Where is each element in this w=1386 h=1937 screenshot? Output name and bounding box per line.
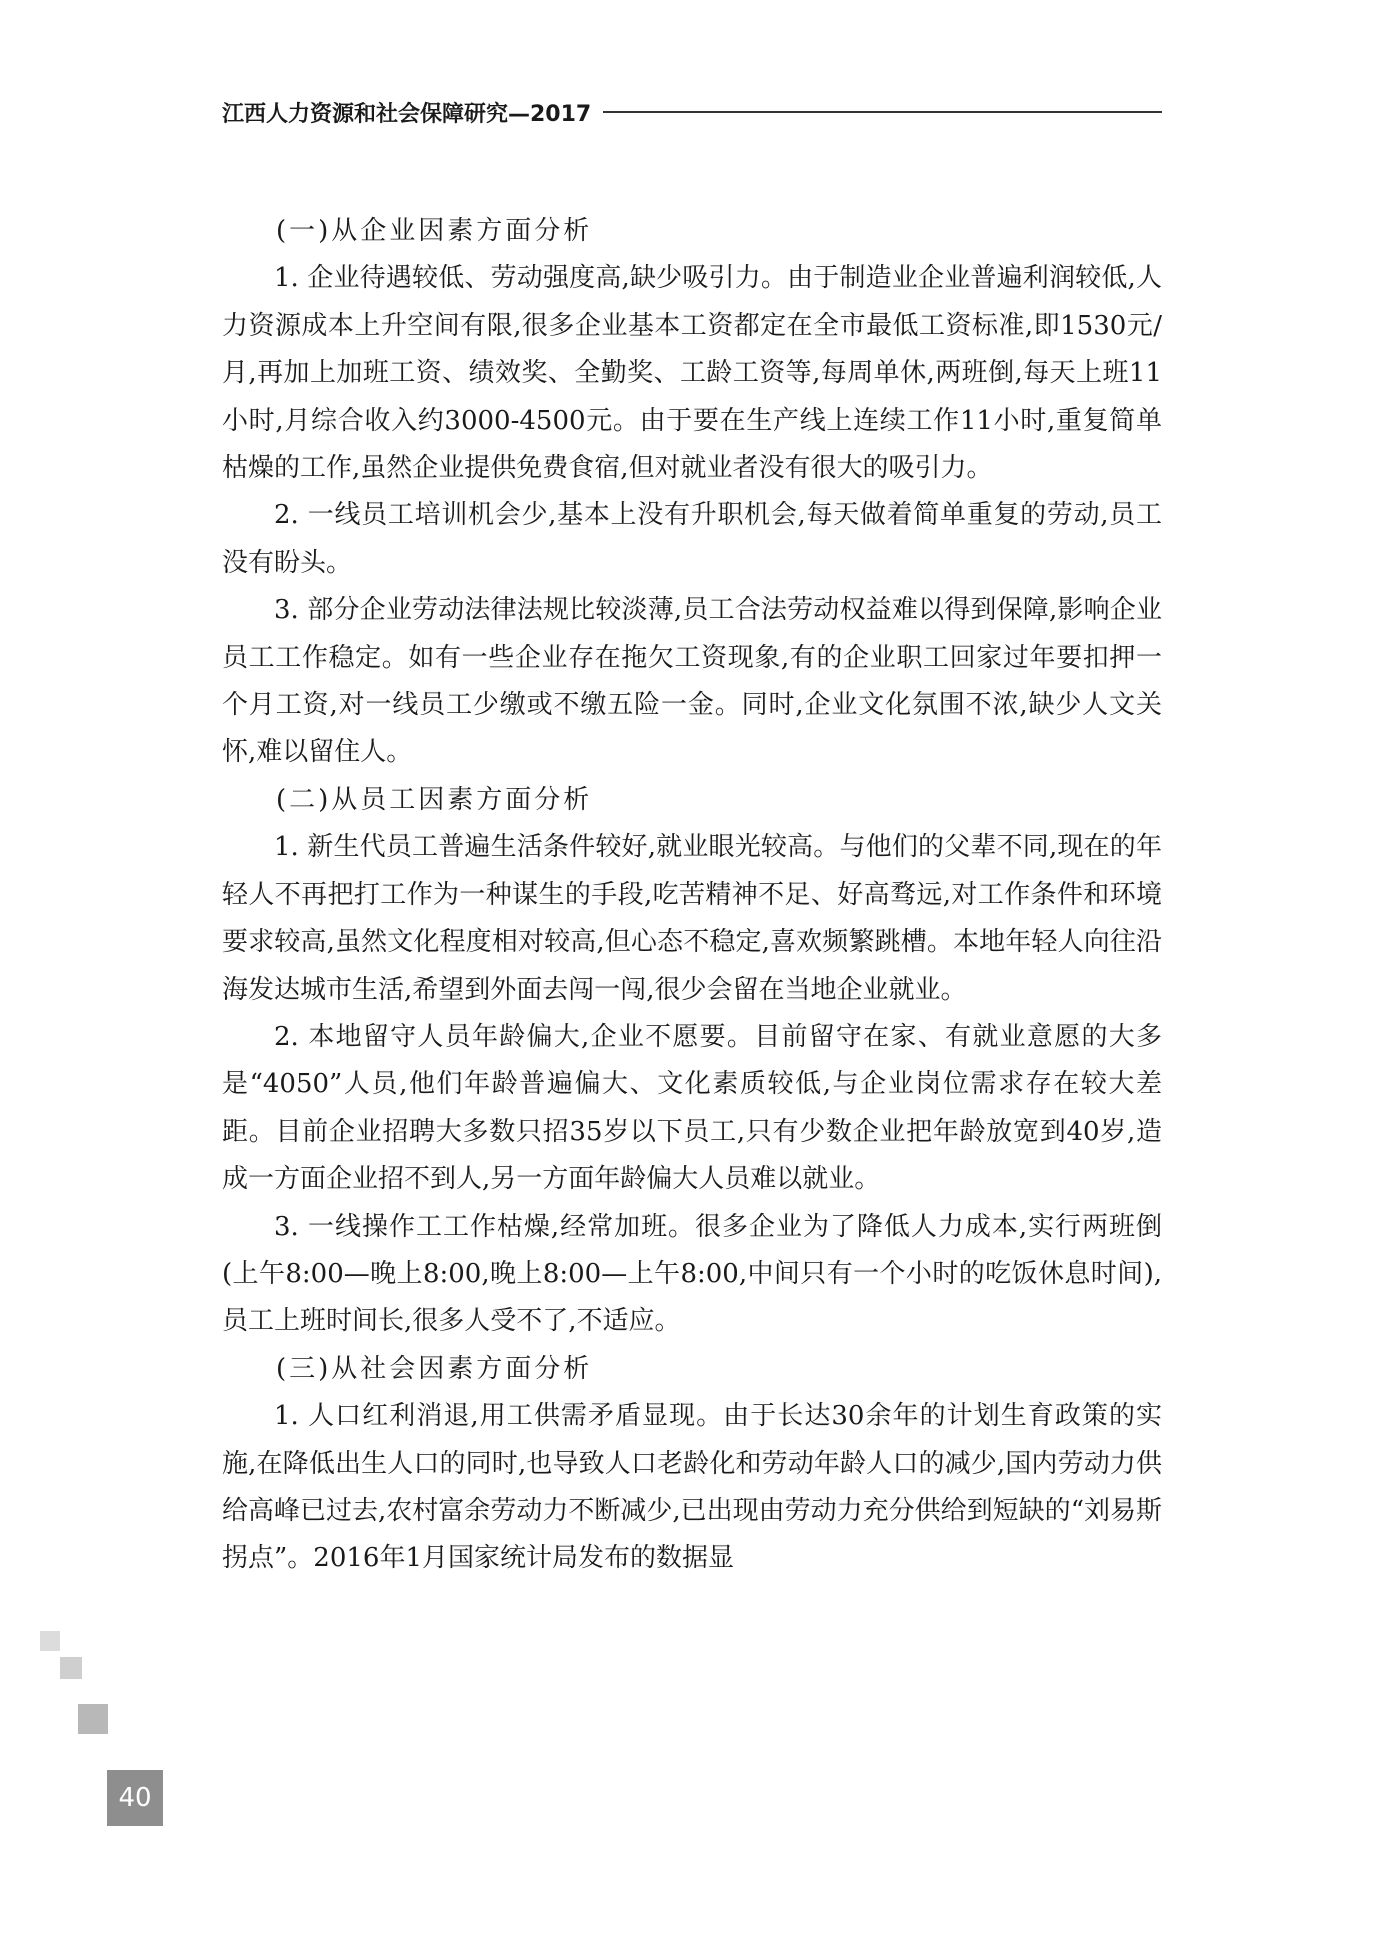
paragraph: 3. 一线操作工工作枯燥,经常加班。很多企业为了降低人力成本,实行两班倒(上午8:00—晚上8:00,晚上8:00—上午8:00,中间只有一个小时的吃饭休息时间),员工上班时间长,很多人受不了,不适应。 (222, 1211, 1162, 1337)
running-header (222, 92, 1162, 132)
paragraph: 2. 本地留守人员年龄偏大,企业不愿要。目前留守在家、有就业意愿的大多是“4050”人员,他们年龄普遍偏大、文化素质较低,与企业岗位需求存在较大差距。目前企业招聘大多数只招35岁以下员工,只有少数企业把年龄放宽到40岁,造成一方面企业招不到人,另一方面年龄偏大人员难以就业。 (222, 1021, 1162, 1195)
decorative-square (40, 1631, 60, 1651)
paragraph: 1. 人口红利消退,用工供需矛盾显现。由于长达30余年的计划生育政策的实施,在降低出生人口的同时,也导致人口老龄化和劳动年龄人口的减少,国内劳动力供给高峰已过去,农村富余劳动力不断减少,已出现由劳动力充分供给到短缺的“刘易斯拐点”。2016年1月国家统计局发布的数据显 (222, 1401, 1162, 1574)
decorative-square (78, 1704, 108, 1734)
paragraph: 2. 一线员工培训机会少,基本上没有升职机会,每天做着简单重复的劳动,员工没有盼头。 (222, 500, 1162, 578)
header-rule (603, 111, 1162, 113)
main-text (222, 208, 1162, 1583)
running-header-title: 江西人力资源和社会保障研究—2017 (222, 101, 592, 127)
section-heading-3: (三)从社会因素方面分析 (276, 1353, 593, 1384)
paragraph: 1. 新生代员工普遍生活条件较好,就业眼光较高。与他们的父辈不同,现在的年轻人不再把打工作为一种谋生的手段,吃苦精神不足、好高骛远,对工作条件和环境要求较高,虽然文化程度相对较高,但心态不稳定,喜欢频繁跳槽。本地年轻人向往沿海发达城市生活,希望到外面去闯一闯,很少会留在当地企业就业。 (222, 832, 1162, 1005)
paragraph: 3. 部分企业劳动法律法规比较淡薄,员工合法劳动权益难以得到保障,影响企业员工工作稳定。如有一些企业存在拖欠工资现象,有的企业职工回家过年要扣押一个月工资,对一线员工少缴或不缴五险一金。同时,企业文化氛围不浓,缺少人文关怀,难以留住人。 (222, 595, 1162, 768)
page-number-box (107, 1770, 163, 1826)
decorative-square (60, 1657, 82, 1679)
section-heading-2: (二)从员工因素方面分析 (276, 784, 593, 815)
section-heading-1: (一)从企业因素方面分析 (276, 216, 593, 246)
page-number: 40 (118, 1783, 152, 1813)
paragraph: 1. 企业待遇较低、劳动强度高,缺少吸引力。由于制造业企业普遍利润较低,人力资源成本上升空间有限,很多企业基本工资都定在全市最低工资标准,即1530元/月,再加上加班工资、绩效奖、全勤奖、工龄工资等,每周单休,两班倒,每天上班11小时,月综合收入约3000-4500元。由于要在生产线上连续工作11小时,重复简单枯燥的工作,虽然企业提供免费食宿,但对就业者没有很大的吸引力。 (222, 263, 1162, 484)
